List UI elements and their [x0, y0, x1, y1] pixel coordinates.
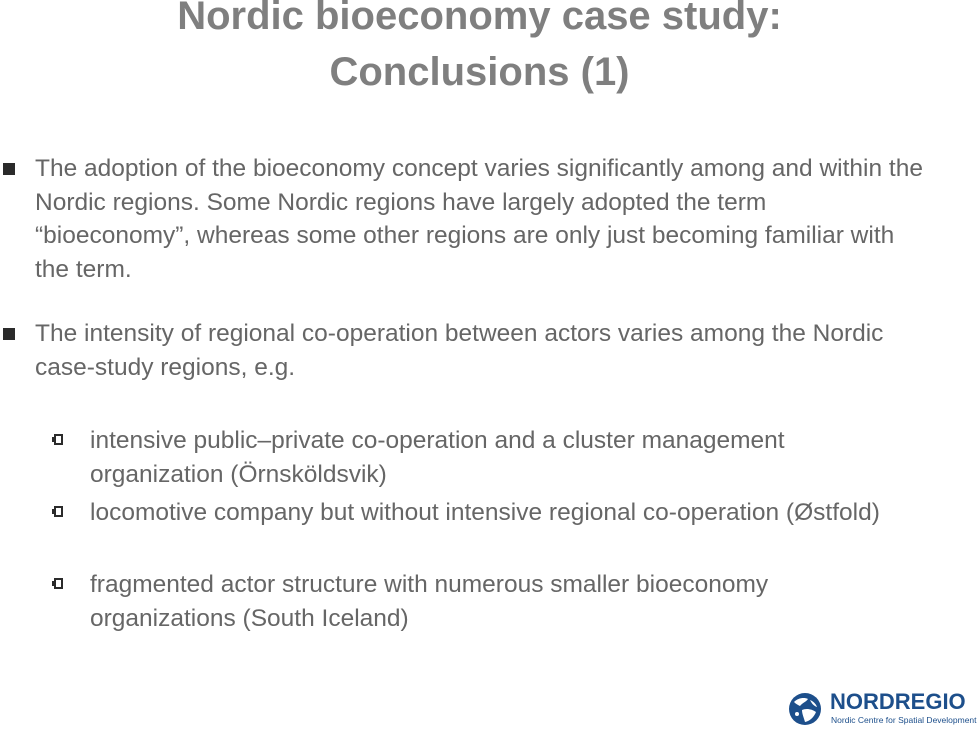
sub-bullet-text: intensive public–private co-operation and a cluster management organization (Örnsköldsvik) — [90, 427, 785, 488]
sub-bullet-text: fragmented actor structure with numerous smaller bioeconomy organizations (South Iceland) — [90, 571, 769, 632]
bullet-text: The intensity of regional co-operation between actors varies among the Nordic case-study regions, e.g. — [35, 320, 884, 381]
sub-bullet-icon — [54, 434, 63, 445]
sub-bullet-item — [90, 568, 910, 635]
logo-tagline: Nordic Centre for Spatial Development — [831, 715, 977, 725]
sub-bullet-icon — [54, 506, 63, 517]
slide-title-line2: Conclusions (1) — [329, 50, 630, 94]
globe-icon — [788, 692, 822, 726]
bullet-text: The adoption of the bioeconomy concept varies significantly among and within the Nordic regions. Some Nordic regions have largely adopted the term “bioeconomy”, whereas some other regions are only just becoming familiar with the term. — [35, 155, 923, 283]
sub-bullet-item — [90, 424, 910, 491]
logo-name: NORDREGIO — [830, 689, 966, 714]
bullet-item — [35, 152, 925, 286]
bullet-item — [35, 317, 925, 384]
nordregio-logo — [788, 689, 977, 730]
square-bullet-icon — [3, 328, 15, 340]
sub-bullet-icon — [54, 578, 63, 589]
sub-bullet-text: locomotive company but without intensive regional co-operation (Østfold) — [90, 499, 880, 526]
slide-title-line1: Nordic bioeconomy case study: — [177, 0, 782, 38]
square-bullet-icon — [3, 163, 15, 175]
sub-bullet-item — [90, 496, 910, 530]
slide-title — [0, 0, 959, 100]
